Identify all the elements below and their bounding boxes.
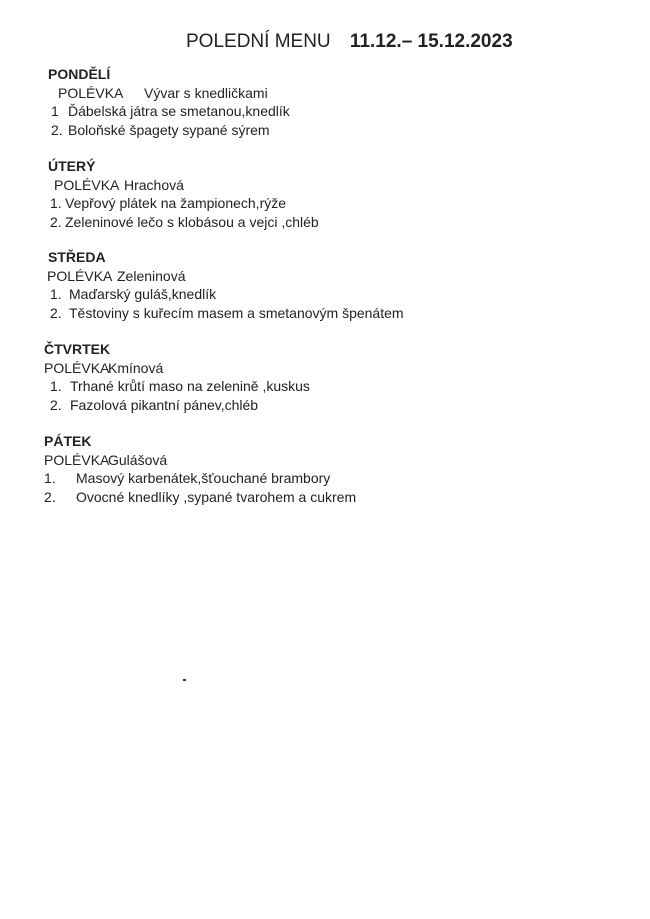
menu-item [50,213,319,232]
item-number: 2. [50,304,62,321]
day-section [48,157,319,231]
page-title [186,31,513,53]
item-text: Vepřový plátek na žampionech,rýže [65,195,287,211]
soup-name: Zeleninová [117,267,186,284]
soup-name: Kmínová [108,359,164,376]
item-text: Těstoviny s kuřecím masem a smetanovým špenátem [69,304,404,321]
item-number: 2. [50,396,62,413]
day-section [47,248,404,322]
menu-item [44,469,356,488]
day-name: PONDĚLÍ [48,66,111,82]
menu-item [50,285,404,304]
soup-row [44,451,356,470]
item-number: 2. [51,121,63,138]
soup-label: POLÉVKA [44,359,110,376]
menu-item [44,488,356,507]
item-text: Zeleninové lečo s klobásou a vejci ,chléb [65,213,319,230]
menu-dates: 11.12.– 15.12.2023 [349,31,513,52]
stray-mark [183,679,186,681]
item-number: 1. [44,470,56,486]
soup-name: Vývar s knedličkami [144,84,268,101]
item-number: 1. [50,286,62,302]
menu-title: POLEDNÍ MENU [186,31,331,52]
menu-item [50,194,319,213]
menu-item [50,377,310,396]
item-number: 1 [51,103,59,119]
day-section [48,65,290,139]
soup-row [44,359,310,378]
soup-name: Hrachová [124,176,184,193]
soup-row [58,84,290,103]
item-text: Trhané krůtí maso na zelenině ,kuskus [70,378,310,394]
menu-item [51,121,290,140]
day-name: ÚTERÝ [48,158,96,174]
item-number: 2. [44,488,56,505]
day-name: PÁTEK [44,433,92,449]
item-text: Ovocné knedlíky ,sypané tvarohem a cukrem [76,488,357,505]
menu-item [50,304,404,323]
soup-label: POLÉVKA [44,451,110,468]
item-number: 1. [50,378,62,394]
day-section [44,432,356,506]
day-section [44,340,310,414]
menu-item [50,396,310,415]
soup-label: POLÉVKA [47,267,113,284]
soup-label: POLÉVKA [58,84,124,101]
item-text: Ďábelská játra se smetanou,knedlík [68,103,290,119]
item-text: Boloňské špagety sypané sýrem [68,121,270,138]
item-text: Maďarský guláš,knedlík [69,286,217,302]
soup-row [47,267,404,286]
day-name: STŘEDA [48,249,106,265]
item-number: 1. [50,195,62,211]
soup-label: POLÉVKA [54,176,120,193]
soup-row [54,176,319,195]
item-number: 2. [50,213,62,230]
item-text: Masový karbenátek,šťouchané brambory [76,470,331,486]
item-text: Fazolová pikantní pánev,chléb [70,396,259,413]
soup-name: Gulášová [108,451,168,468]
menu-item [51,102,290,121]
day-name: ČTVRTEK [44,341,111,357]
